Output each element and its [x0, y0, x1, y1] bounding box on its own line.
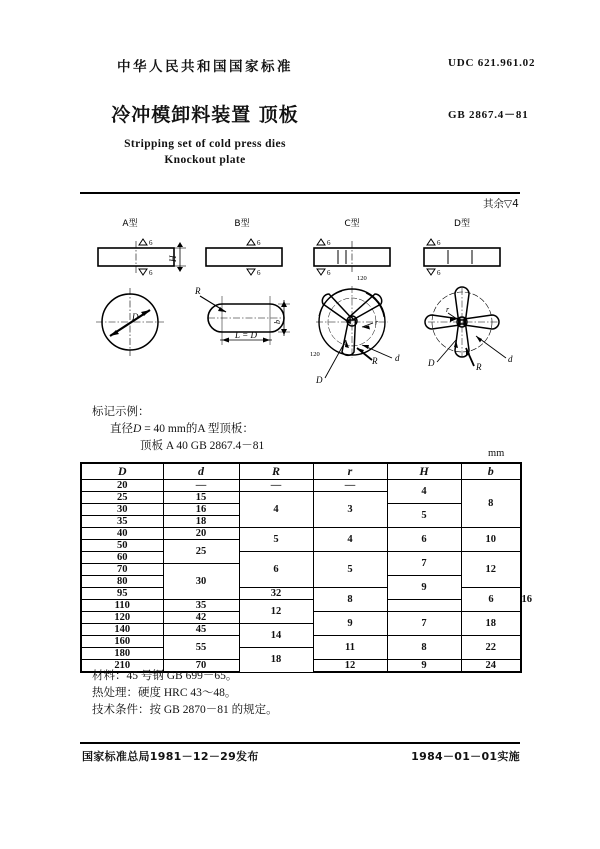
table-cell-b: 10	[461, 528, 521, 552]
title-english-line1: Stripping set of cold press dies	[124, 138, 286, 150]
table-cell-D: 60	[81, 552, 163, 564]
table-cell-r: 6	[461, 588, 521, 612]
column-header-d: d	[163, 463, 239, 480]
table-cell-R: 9	[313, 612, 387, 636]
drawing-canvas	[80, 200, 520, 400]
table-cell-D: 50	[81, 540, 163, 552]
table-cell-d: —	[163, 480, 239, 492]
svg-text:120: 120	[310, 351, 320, 358]
table-cell-D: 140	[81, 624, 163, 636]
footer-issue-date: 国家标准总局1981－12－29发布	[82, 750, 259, 763]
svg-text:d: d	[508, 354, 513, 364]
table-row	[81, 480, 521, 492]
svg-text:R: R	[195, 286, 201, 296]
svg-text:r: r	[446, 305, 450, 314]
table-cell-b: 24	[461, 660, 521, 673]
general-surface-finish-note: 其余▽4	[483, 198, 519, 210]
note-heat-treatment: 热处理：硬度 HRC 43～48。	[92, 687, 237, 699]
table-cell-H: 4	[387, 480, 461, 504]
table-cell-H: 9	[387, 576, 461, 600]
table-cell-D: 35	[81, 516, 163, 528]
table-cell-D: 30	[81, 504, 163, 516]
table-body	[81, 480, 532, 673]
table-cell-D: 95	[81, 588, 163, 600]
svg-text:H: H	[168, 255, 178, 262]
marking-symbol-D: D	[133, 423, 142, 435]
table-cell-H: 18	[239, 648, 313, 673]
svg-text:R: R	[476, 362, 482, 372]
table-row: 95 32 8 6 16	[81, 588, 521, 600]
svg-text:6: 6	[257, 239, 261, 247]
table-cell-D: 120	[81, 612, 163, 624]
table-cell-R: 11	[313, 636, 387, 660]
table-cell-H: 7	[387, 552, 461, 576]
table-cell-d: 15	[163, 492, 239, 504]
table-cell-d: 32	[239, 588, 313, 600]
note-material: 材料：45 号钢 GB 699－65。	[92, 670, 238, 682]
table-cell-H: 5	[387, 504, 461, 528]
table-cell-D: 70	[81, 564, 163, 576]
svg-text:6: 6	[327, 239, 331, 247]
title-english-line2: Knockout plate	[164, 154, 246, 166]
svg-text:D型: D型	[454, 219, 470, 229]
marking-example	[92, 404, 472, 455]
marking-example-designation: 顶板 A 40 GB 2867.4－81	[140, 440, 265, 452]
udc-code: UDC 621.961.02	[448, 57, 536, 69]
svg-text:C型: C型	[344, 219, 360, 229]
technical-drawing-group	[80, 200, 520, 400]
table-header-row	[81, 463, 521, 480]
dimension-table-wrapper	[80, 462, 532, 671]
svg-text:D: D	[132, 312, 139, 322]
table-cell-d: 45	[163, 624, 239, 636]
table-cell-r: 9	[387, 660, 461, 673]
table-cell-D: 80	[81, 576, 163, 588]
table-cell-D: 180	[81, 648, 163, 660]
table-cell-R: 8	[313, 588, 387, 612]
table-row	[81, 528, 521, 540]
column-header-R: R	[239, 463, 313, 480]
table-cell-d: 70	[163, 660, 239, 673]
table-cell-r: 4	[313, 528, 387, 552]
table-row	[81, 552, 521, 564]
table-cell-d: 35	[163, 600, 239, 612]
svg-text:R: R	[372, 356, 378, 366]
svg-text:D: D	[316, 375, 323, 385]
table-cell-b: 22	[461, 636, 521, 660]
content-top-rule	[80, 192, 520, 194]
table-cell-R: 6	[239, 552, 313, 588]
column-header-r: r	[313, 463, 387, 480]
table-cell-H: 6	[387, 528, 461, 552]
table-cell-d: 42	[163, 612, 239, 624]
marking-example-description	[110, 421, 472, 438]
svg-text:D: D	[428, 358, 435, 368]
table-cell-r: 8	[387, 636, 461, 660]
svg-text:L = D: L = D	[235, 330, 257, 340]
content-bottom-rule	[80, 742, 520, 744]
svg-text:d: d	[395, 353, 400, 363]
table-cell-d: 20	[163, 528, 239, 540]
table-row	[81, 600, 521, 612]
table-cell-R: 4	[239, 492, 313, 528]
table-cell-r: 5	[313, 552, 387, 588]
table-cell-D: 40	[81, 528, 163, 540]
issuing-authority-line: 中华人民共和国国家标准	[117, 59, 293, 75]
svg-text:A型: A型	[122, 219, 138, 229]
column-header-D: D	[81, 463, 163, 480]
footer-effective-date: 1984－01－01实施	[411, 750, 520, 763]
svg-text:6: 6	[149, 239, 153, 247]
table-cell-d: 25	[163, 540, 239, 564]
table-cell-D: 110	[81, 600, 163, 612]
svg-text:120: 120	[357, 275, 367, 282]
table-cell-D: 210	[81, 660, 163, 673]
table-cell-d: 55	[163, 636, 239, 660]
svg-text:6: 6	[437, 269, 441, 277]
table-cell-b: 18	[461, 612, 521, 636]
svg-text:b: b	[273, 320, 282, 324]
standard-number: GB 2867.4－81	[448, 109, 529, 121]
table-cell-R: 12	[313, 660, 387, 673]
table-cell-D: 20	[81, 480, 163, 492]
table-cell-r: 7	[387, 612, 461, 636]
svg-text:6: 6	[149, 269, 153, 277]
table-cell-H: 14	[239, 624, 313, 648]
table-cell-b: 8	[461, 480, 521, 528]
note-technical-condition: 技术条件：按 GB 2870－81 的规定。	[92, 704, 278, 716]
table-cell-R: —	[239, 480, 313, 492]
svg-text:r: r	[375, 318, 379, 327]
page-title: 冷冲模卸料装置 顶板	[111, 104, 299, 126]
marking-suffix: 的A 型顶板：	[185, 423, 254, 435]
marking-prefix: 直径	[110, 423, 133, 435]
table-cell-d: 18	[163, 516, 239, 528]
column-header-H: H	[387, 463, 461, 480]
technical-notes	[92, 668, 472, 719]
table-cell-D: 25	[81, 492, 163, 504]
marking-value: = 40 mm	[144, 423, 186, 435]
svg-text:6: 6	[257, 269, 261, 277]
marking-example-heading: 标记示例：	[92, 406, 150, 418]
table-cell-b: 12	[461, 552, 521, 588]
dimension-table	[80, 462, 532, 673]
table-cell-R: 5	[239, 528, 313, 552]
table-cell-r: —	[313, 480, 387, 492]
table-cell-D: 160	[81, 636, 163, 648]
table-cell-d: 16	[163, 504, 239, 516]
table-cell-H: 12	[239, 600, 313, 624]
svg-text:6: 6	[327, 269, 331, 277]
table-cell-d: 30	[163, 564, 239, 600]
table-cell-r: 3	[313, 492, 387, 528]
svg-text:6: 6	[437, 239, 441, 247]
table-unit-label: mm	[488, 448, 505, 459]
column-header-b: b	[461, 463, 521, 480]
svg-text:B型: B型	[234, 219, 250, 229]
